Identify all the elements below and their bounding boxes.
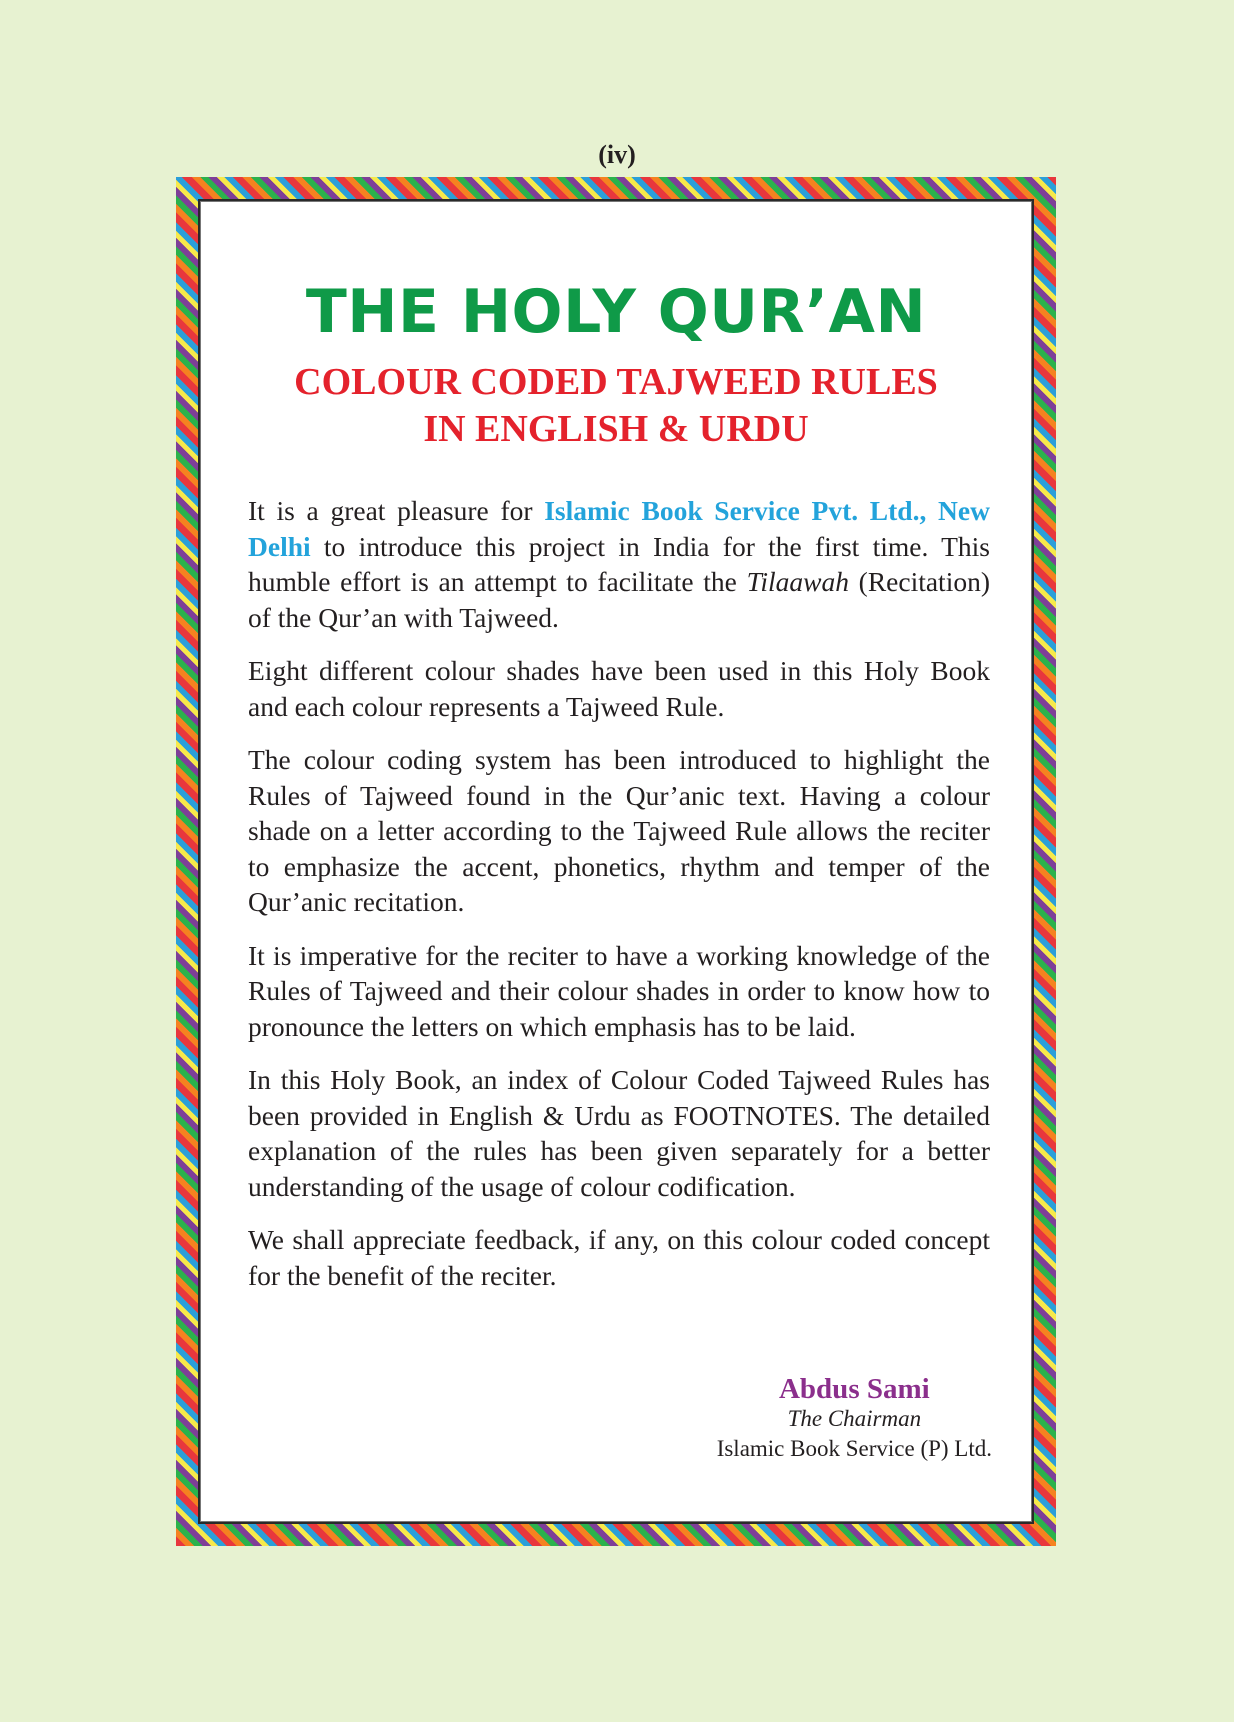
signatory-organization: Islamic Book Service (P) Ltd. <box>716 1436 992 1461</box>
subtitle-line-1: COLOUR CODED TAJWEED RULES <box>294 361 938 403</box>
page-number: (iv) <box>598 140 636 169</box>
paragraph-1-tail: (Recitation) of the Qur’an with Tajweed. <box>248 566 990 633</box>
paragraph-6: We shall appreciate feedback, if any, on this colour coded concept for the benefit of the reciter. <box>248 1224 990 1291</box>
page-subtitle <box>198 359 1034 453</box>
signature-block <box>717 1374 992 1464</box>
signatory-role: The Chairman <box>787 1406 922 1431</box>
signatory-name: Abdus Sami <box>778 1373 930 1405</box>
body-text <box>248 493 990 1311</box>
tilaawah-term: Tilaawah <box>746 566 849 597</box>
paragraph-1 <box>248 493 990 635</box>
paragraph-1-lead: It is a great pleasure for <box>248 495 545 526</box>
paragraph-5: In this Holy Book, an index of Colour Coded Tajweed Rules has been provided in English & Urdu as FOOTNOTES. The detailed explanation of the rules has been given separately for a better understanding of the usage of colour codification. <box>248 1064 990 1202</box>
paragraph-4: It is imperative for the reciter to have a working knowledge of the Rules of Tajweed and their colour shades in order to know how to pronounce the letters on which emphasis has to be laid. <box>248 939 990 1042</box>
paragraph-3: The colour coding system has been introduced to highlight the Rules of Tajweed found in the Qur’anic text. Having a colour shade on a letter according to the Tajweed Rule allows the reciter to emphasize the accent, phonetics, rhythm and temper of the Qur’anic recitation. <box>248 744 990 917</box>
publisher-name: Islamic Book Service Pvt. Ltd., New Delhi <box>248 495 990 562</box>
paragraph-2: Eight different colour shades have been used in this Holy Book and each colour represents a Tajweed Rule. <box>248 655 990 722</box>
subtitle-line-2: IN ENGLISH & URDU <box>423 408 809 450</box>
paragraph-1-middle: to introduce this project in India for the first time. This humble effort is an attempt to facilitate the <box>248 530 990 597</box>
page-title: THE HOLY QUR’AN <box>305 277 927 347</box>
decorative-border-frame <box>176 177 1056 1546</box>
